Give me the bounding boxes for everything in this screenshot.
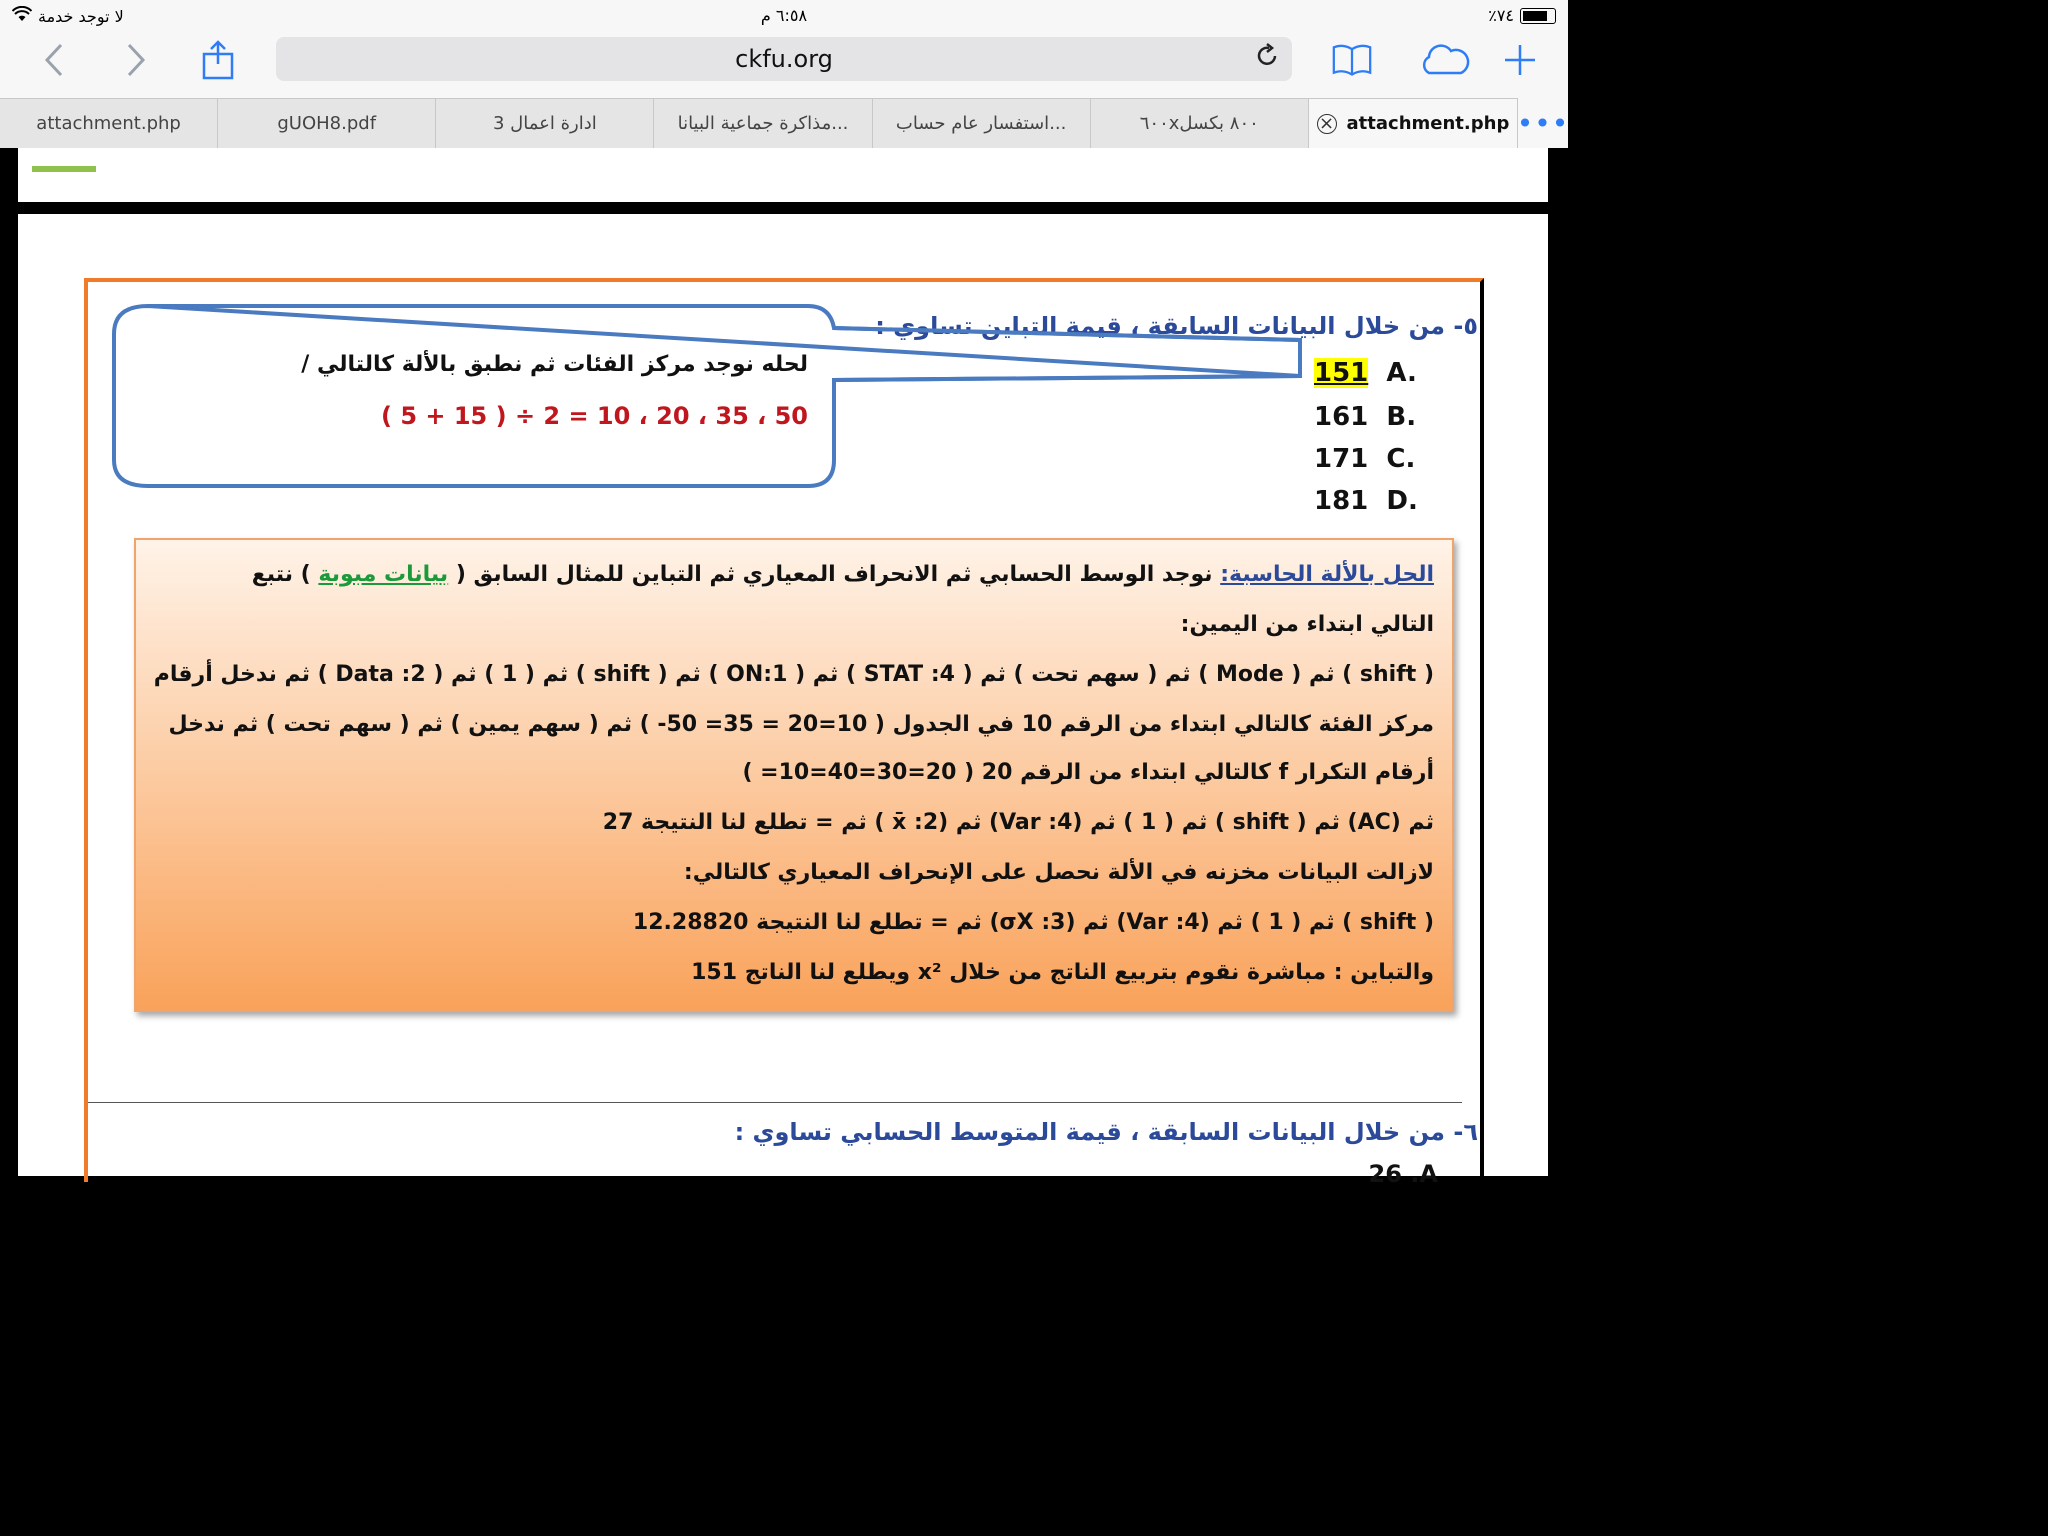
address-bar[interactable] (276, 37, 1292, 81)
solution-line-5: أرقام التكرار f كالتالي ابتداء من الرقم 20 ( 20=30=40=10= ) (742, 760, 1434, 785)
status-bar (0, 0, 1568, 32)
solution-heading: الحل بالألة الحاسبة: (1220, 562, 1434, 587)
callout-bubble (108, 300, 1328, 500)
solution-box (134, 538, 1454, 1012)
callout-line-2: ( 5 + 15 ) ÷ 2 = 10 ، 20 ، 35 ، 50 (381, 402, 808, 430)
option-b-letter: B. (1386, 402, 1417, 432)
option-c-value: 171 (1314, 444, 1369, 474)
previous-page-strip (18, 148, 1548, 202)
solution-line-6: ثم (AC) ثم ( shift ) ثم ( 1 ) ثم (4: Var) ثم (2: x̄ ) ثم = تطلع لنا النتيجة 27 (602, 810, 1434, 835)
solution-line-1 (252, 562, 1434, 587)
tab-study-group[interactable]: مذاكرة جماعية البيانا... (654, 98, 872, 148)
solution-line-1-a: نوجد الوسط الحسابي ثم الانحراف المعياري ثم التباين للمثال السابق ( (455, 562, 1213, 587)
solution-line-2: التالي ابتداء من اليمين: (1180, 612, 1434, 637)
share-icon[interactable] (198, 40, 238, 80)
option-b-value: 161 (1314, 402, 1369, 432)
option-a-letter: A. (1386, 358, 1417, 388)
url-text: ckfu.org (735, 45, 833, 73)
green-divider (32, 166, 96, 172)
solution-line-3: ( shift ) ثم ( Mode ) ثم ( سهم تحت ) ثم ( 4: STAT ) ثم ( 1:ON ) ثم ( shift ) ثم ( 1 ) ثم ( 2: Data ) ثم ندخل أرقام (153, 662, 1434, 687)
browser-chrome (0, 0, 1568, 148)
tab-guoh8-pdf[interactable]: gUOH8.pdf (218, 98, 436, 148)
solution-grouped-data: بيانات مبوبة (318, 562, 449, 587)
solution-line-9: والتباين : مباشرة نقوم بتربيع الناتج من خلال x² ويطلع لنا الناتج 151 (691, 960, 1434, 985)
option-d (1314, 486, 1418, 516)
question-5-text: ٥- من خلال البيانات السابقة ، قيمة التباين تساوي : (875, 312, 1478, 340)
forward-icon[interactable] (116, 40, 156, 80)
option-c (1314, 444, 1415, 474)
status-time: ٦:٥٨ م (760, 6, 808, 25)
battery-percent: ٪٧٤ (1488, 6, 1514, 25)
reload-icon[interactable] (1254, 43, 1280, 75)
more-tabs-icon[interactable]: ••• (1518, 98, 1568, 148)
battery-icon (1520, 8, 1556, 24)
solution-line-1-c: ) نتبع (251, 562, 311, 587)
close-tab-icon[interactable]: × (1317, 114, 1337, 134)
solution-line-7: لازالت البيانات مخزنه في الألة نحصل على الإنحراف المعياري كالتالي: (683, 860, 1434, 885)
carrier-label: لا توجد خدمة (38, 6, 124, 26)
option-a (1314, 358, 1417, 388)
bookmarks-icon[interactable] (1332, 40, 1372, 80)
cloud-tabs-icon[interactable] (1416, 40, 1472, 80)
tab-attachment-active[interactable] (1309, 98, 1518, 148)
document-page (18, 214, 1548, 1188)
option-d-value: 181 (1314, 486, 1369, 516)
question-6-text: ٦- من خلال البيانات السابقة ، قيمة المتوسط الحسابي تساوي : (734, 1118, 1478, 1146)
tab-pixels[interactable]: ٦٠٠x٨٠٠ بكسل (1091, 98, 1309, 148)
tab-business-admin[interactable]: ادارة اعمال 3 (436, 98, 654, 148)
option-a-value: 151 (1314, 358, 1369, 388)
solution-line-4: مركز الفئة كالتالي ابتداء من الرقم 10 في الجدول ( 10=20 = 35= 50- ) ثم ( سهم يمين ) ثم ( سهم تحت ) ثم ندخل (168, 712, 1434, 737)
callout-line-1: لحله نوجد مركز الفئات ثم نطبق بالألة كالتالي / (301, 352, 808, 377)
option-b (1314, 402, 1416, 432)
battery-status (1488, 6, 1556, 25)
active-tab-label: attachment.php (1346, 113, 1510, 134)
question-6-option-peek: 26 .A (1368, 1160, 1438, 1188)
tab-bar (0, 98, 1568, 148)
tab-accounting-query[interactable]: استفسار عام حساب... (873, 98, 1091, 148)
solution-line-8: ( shift ) ثم ( 1 ) ثم (4: Var) ثم (3: σX) ثم = تطلع لنا النتيجة 12.28820 (632, 910, 1434, 935)
tab-attachment-1[interactable]: attachment.php (0, 98, 218, 148)
back-icon[interactable] (34, 40, 74, 80)
new-tab-icon[interactable] (1500, 40, 1540, 80)
option-d-letter: D. (1386, 486, 1418, 516)
question-divider (88, 1102, 1462, 1103)
option-c-letter: C. (1386, 444, 1416, 474)
